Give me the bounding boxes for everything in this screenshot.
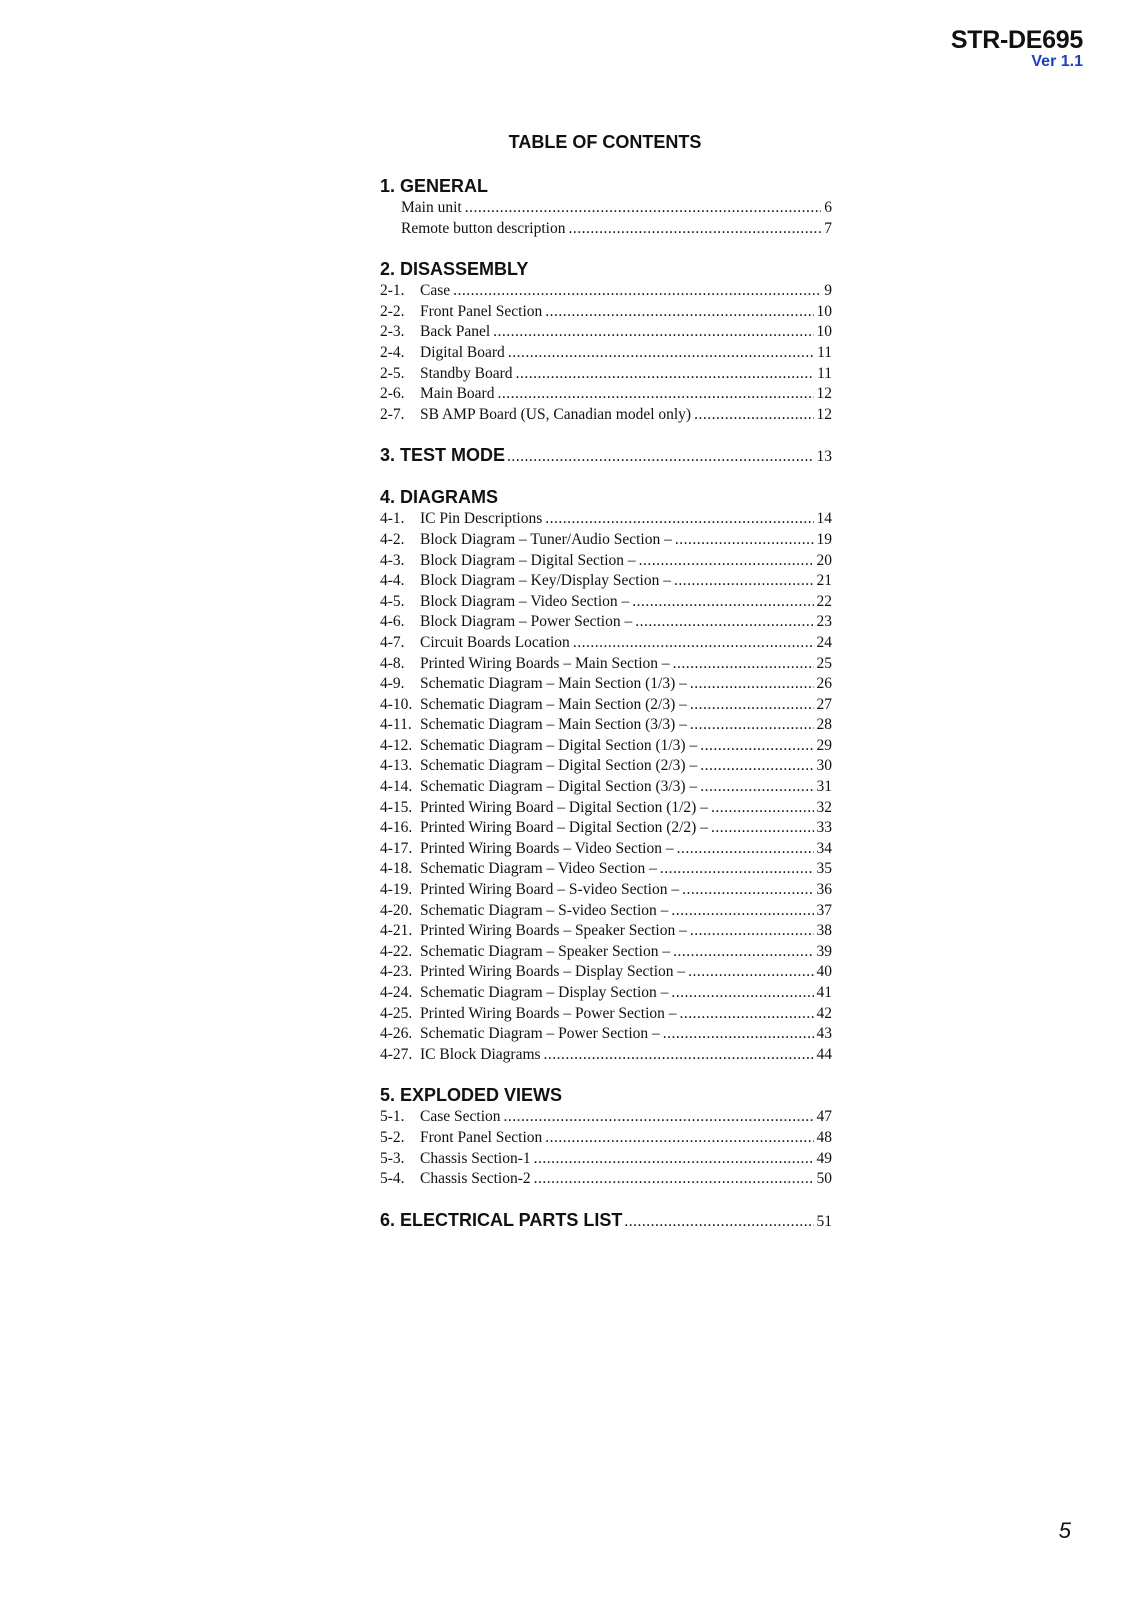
toc-entry[interactable] [380,551,832,572]
dot-leader [534,1149,814,1170]
toc-entry[interactable] [380,612,832,633]
page-ref: 32 [816,798,832,816]
dot-leader [453,281,821,302]
entry-label: IC Block Diagrams [420,1045,541,1063]
entry-label: Printed Wiring Board – Digital Section (2/2) – [420,819,708,837]
page-ref: 19 [816,530,832,548]
version-label: Ver 1.1 [1031,53,1083,70]
toc-section [380,257,832,425]
toc-entry[interactable] [380,962,832,983]
entry-label: Schematic Diagram – Main Section (3/3) – [420,716,687,734]
entry-number: 4-20. [380,901,413,919]
dot-leader [504,1107,814,1128]
page-ref: 6 [824,199,832,216]
dot-leader [639,551,814,572]
dot-leader [545,1128,813,1149]
entry-label: Circuit Boards Location [420,633,570,651]
entry-number: 4-24. [380,984,413,1001]
entry-number: 4-1. [380,510,405,528]
page-ref: 25 [816,654,832,672]
section-heading: 4. DIAGRAMS [380,487,499,508]
page-ref: 14 [816,510,832,528]
toc-entry[interactable] [380,530,832,551]
dot-leader [534,1169,814,1190]
entry-number: 2-3. [380,323,405,341]
toc-entry[interactable] [380,942,832,963]
page-ref: 12 [816,405,832,423]
toc-entry[interactable] [380,654,832,675]
toc-entry[interactable] [380,633,832,654]
page-ref: 50 [816,1170,832,1188]
toc-entry[interactable] [380,1024,832,1045]
entry-number: 4-18. [380,860,413,878]
toc-entry[interactable] [380,219,832,240]
page-ref: 30 [816,757,832,775]
entry-label: Digital Board [420,343,505,361]
dot-leader [660,859,814,880]
dot-leader [545,302,813,323]
page-ref: 36 [816,881,832,899]
toc-entry[interactable] [380,1045,832,1066]
page-ref: 43 [816,1025,832,1043]
page-ref: 42 [816,1004,832,1022]
toc-section [380,443,832,467]
entry-number: 4-27. [380,1045,413,1063]
dot-leader [682,880,813,901]
entry-number: 2-7. [380,405,405,423]
page-ref: 21 [816,572,832,590]
page-ref: 37 [816,901,832,919]
model-number: STR-DE695 [950,26,1083,54]
entry-label: Schematic Diagram – Digital Section (3/3) – [420,778,698,796]
page-ref: 51 [816,1212,832,1230]
entry-label: SB AMP Board (US, Canadian model only) [420,405,692,423]
toc-section [380,1083,832,1189]
page-ref: 49 [816,1149,832,1167]
toc-entry[interactable] [380,901,832,922]
dot-leader [671,901,813,922]
toc-entry[interactable] [380,921,832,942]
dot-leader [688,962,813,983]
page-ref: 26 [816,675,832,693]
toc-heading-entry[interactable] [380,443,832,467]
entry-number: 4-6. [380,613,405,631]
section-heading: 1. GENERAL [380,176,489,196]
entry-number: 4-10. [380,695,413,713]
toc-entry[interactable] [380,322,832,343]
toc-entry[interactable] [380,1128,832,1149]
toc-entry[interactable] [380,859,832,880]
page-ref: 9 [824,282,832,300]
entry-number: 4-9. [380,675,405,693]
toc-entry[interactable] [380,592,832,613]
entry-label: Block Diagram – Video Section – [420,592,630,610]
entry-number: 4-3. [380,551,405,569]
toc-entry[interactable] [380,695,832,716]
entry-number: 5-3. [380,1149,405,1167]
entry-label: Front Panel Section [420,302,543,320]
toc-entry[interactable] [380,364,832,385]
entry-number: 4-15. [380,798,413,816]
entry-number: 4-19. [380,881,413,899]
entry-label: Schematic Diagram – Power Section – [420,1025,660,1043]
toc-section [380,485,832,1065]
page-ref: 39 [816,942,832,960]
dot-leader [632,592,813,613]
entry-number: 4-16. [380,819,413,837]
toc-entry[interactable] [380,1169,832,1190]
toc-entry[interactable] [380,1149,832,1170]
dot-leader [700,756,813,777]
entry-number: 5-2. [380,1128,405,1146]
entry-label: Schematic Diagram – Digital Section (2/3) – [420,757,698,775]
entry-number: 2-2. [380,302,405,320]
toc-section [380,174,832,239]
page-ref: 10 [816,302,832,320]
dot-leader [675,530,814,551]
toc-entry[interactable] [380,198,832,219]
dot-leader [516,364,815,385]
page-ref: 31 [816,778,832,796]
page-ref: 44 [816,1045,832,1063]
entry-label: Back Panel [420,323,491,341]
dot-leader [690,695,814,716]
section-heading: 3. TEST MODE [380,445,506,466]
dot-leader [700,777,813,798]
toc-entry[interactable] [380,756,832,777]
dot-leader [635,612,813,633]
page-ref: 27 [816,695,832,713]
dot-leader [711,798,814,819]
toc-entry[interactable] [380,1004,832,1025]
entry-number: 4-5. [380,592,405,610]
entry-number: 4-25. [380,1004,413,1022]
dot-leader [544,1045,814,1066]
page-ref: 12 [816,385,832,403]
dot-leader [663,1024,814,1045]
page-ref: 23 [816,613,832,631]
page-ref: 10 [816,323,832,341]
page-ref: 33 [816,819,832,837]
toc-heading-entry[interactable] [380,1208,832,1232]
dot-leader [673,942,813,963]
dot-leader [690,715,814,736]
toc-entry[interactable] [380,839,832,860]
page-ref: 47 [816,1108,832,1126]
toc-entry[interactable] [380,715,832,736]
entry-number: 4-22. [380,942,413,960]
section-heading: 6. ELECTRICAL PARTS LIST [380,1209,623,1230]
toc-entry[interactable] [380,736,832,757]
toc-entry[interactable] [380,281,832,302]
page-ref: 20 [816,551,832,569]
dot-leader [497,384,813,405]
entry-label: Case Section [420,1108,501,1126]
entry-number: 2-1. [380,282,405,300]
section-heading: 2. DISASSEMBLY [380,259,529,280]
entry-label: Printed Wiring Board – Digital Section (1/2) – [420,798,708,816]
toc-entry[interactable] [380,777,832,798]
entry-number: 5-4. [380,1170,405,1188]
toc-entry[interactable] [380,405,832,426]
entry-label: Remote button description [401,219,566,237]
entry-label: Schematic Diagram – Digital Section (1/3) – [420,736,698,754]
entry-number: 4-23. [380,963,413,981]
entry-number: 2-5. [380,364,405,382]
entry-label: Chassis Section-2 [420,1170,531,1188]
page-number: 5 [1058,1518,1071,1543]
entry-number: 2-6. [380,385,405,403]
dot-leader [690,674,814,695]
toc-entry[interactable] [380,1107,832,1128]
entry-label: Printed Wiring Boards – Speaker Section – [420,922,687,940]
toc-section [380,1208,832,1232]
page-ref: 29 [816,736,832,754]
toc-entry[interactable] [380,302,832,323]
entry-label: Chassis Section-1 [420,1149,531,1167]
entry-number: 4-17. [380,839,413,857]
dot-leader [465,198,822,219]
dot-leader [690,921,814,942]
entry-label: Block Diagram – Power Section – [420,613,633,631]
page-ref: 11 [817,364,832,382]
entry-number: 4-21. [380,922,413,940]
table-of-contents [380,174,832,1250]
page-ref: 24 [816,633,832,651]
toc-entry[interactable] [380,571,832,592]
page-ref: 28 [816,716,832,734]
dot-leader [568,219,821,240]
dot-leader [573,633,814,654]
entry-label: Schematic Diagram – Speaker Section – [420,942,671,960]
page-ref: 35 [816,860,832,878]
toc-entry[interactable] [380,983,832,1004]
toc-entry[interactable] [380,384,832,405]
page-ref: 40 [816,963,832,981]
page-ref: 13 [816,448,832,466]
dot-leader [674,571,814,592]
entry-label: Schematic Diagram – Main Section (2/3) – [420,695,687,713]
dot-leader [680,1004,814,1025]
dot-leader [507,445,813,469]
dot-leader [545,509,813,530]
entry-label: Printed Wiring Boards – Display Section – [420,963,686,981]
toc-entry[interactable] [380,509,832,530]
entry-number: 4-11. [380,716,412,734]
entry-number: 4-26. [380,1025,413,1043]
toc-entry[interactable] [380,343,832,364]
entry-label: Block Diagram – Key/Display Section – [420,572,671,590]
entry-number: 4-8. [380,654,405,672]
dot-leader [671,983,813,1004]
toc-entry[interactable] [380,818,832,839]
page-ref: 22 [816,592,832,610]
dot-leader [700,736,813,757]
entry-label: Printed Wiring Boards – Power Section – [420,1004,677,1022]
entry-label: IC Pin Descriptions [420,510,543,528]
toc-entry[interactable] [380,798,832,819]
entry-number: 5-1. [380,1108,405,1126]
entry-number: 2-4. [380,343,405,361]
entry-number: 4-14. [380,778,413,796]
entry-number: 4-12. [380,736,413,754]
entry-label: Front Panel Section [420,1128,543,1146]
toc-title: TABLE OF CONTENTS [508,132,702,152]
entry-number: 4-7. [380,633,405,651]
dot-leader [508,343,814,364]
page-ref: 41 [816,984,832,1001]
toc-entry[interactable] [380,880,832,901]
entry-label: Block Diagram – Tuner/Audio Section – [420,530,672,548]
page-ref: 7 [824,219,832,237]
dot-leader [624,1210,813,1234]
page-ref: 34 [816,839,832,857]
entry-label: Schematic Diagram – Video Section – [420,860,657,878]
dot-leader [493,322,813,343]
entry-label: Main unit [401,199,462,216]
section-heading: 5. EXPLODED VIEWS [380,1085,563,1106]
page-ref: 11 [817,343,832,361]
entry-label: Block Diagram – Digital Section – [420,551,636,569]
entry-label: Printed Wiring Boards – Main Section – [420,654,670,672]
entry-label: Schematic Diagram – Display Section – [420,984,669,1001]
dot-leader [673,654,814,675]
entry-label: Printed Wiring Boards – Video Section – [420,839,674,857]
entry-label: Schematic Diagram – S-video Section – [420,901,669,919]
dot-leader [677,839,814,860]
page-ref: 38 [816,922,832,940]
entry-label: Printed Wiring Board – S-video Section – [420,881,680,899]
entry-number: 4-13. [380,757,413,775]
entry-number: 4-4. [380,572,405,590]
dot-leader [694,405,813,426]
toc-entry[interactable] [380,674,832,695]
entry-label: Main Board [420,385,495,403]
entry-label: Schematic Diagram – Main Section (1/3) – [420,675,687,693]
entry-label: Case [420,282,451,300]
entry-number: 4-2. [380,530,405,548]
dot-leader [711,818,814,839]
page-ref: 48 [816,1128,832,1146]
entry-label: Standby Board [420,364,513,382]
